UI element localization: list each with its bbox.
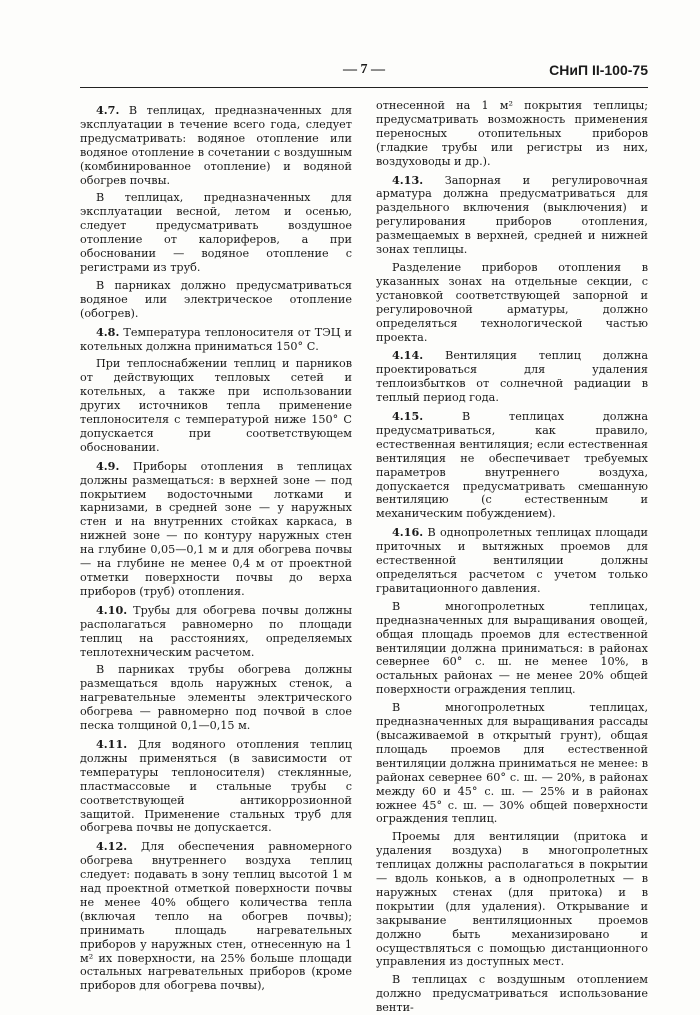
paragraph [80, 357, 352, 454]
paragraph-text: В многопролетных теплицах, предназначенных для выращивания овощей, общая площадь проемов для естественной вентиляции должна приниматься: в районах севернее 60° с. ш. не менее 10%, в остальных районах — не менее 20% общей поверхности ограждения теплиц. [376, 599, 648, 697]
paragraph [376, 174, 648, 257]
clause-number: 4.8. [96, 324, 120, 339]
paragraph [80, 104, 352, 187]
clause-number: 4.16. [392, 525, 424, 540]
paragraph-text: В теплицах, предназначенных для эксплуатации весной, летом и осенью, следует предусматривать воздушное отопление от калориферов, а при обосновании — водяное отопление с регистрами из труб. [80, 191, 352, 274]
paragraph [80, 663, 352, 733]
paragraph [80, 840, 352, 993]
paragraph [376, 349, 648, 405]
paragraph [376, 973, 648, 1015]
paragraph [80, 279, 352, 321]
paragraph-text: Температура теплоносителя от ТЭЦ и котельных должна приниматься 150° С. [80, 325, 352, 353]
clause-number: 4.9. [96, 458, 120, 473]
clause-number: 4.14. [392, 348, 424, 363]
paragraph-text: Трубы для обогрева почвы должны располагаться равномерно по площади теплиц на расстояниях, определяемых теплотехническим расчетом. [80, 603, 352, 659]
paragraph [80, 460, 352, 599]
paragraph [376, 600, 648, 697]
clause-number: 4.13. [392, 172, 424, 187]
clause-number: 4.7. [96, 103, 120, 117]
clause-number: 4.12. [96, 839, 128, 854]
paragraph-text: Приборы отопления в теплицах должны размещаться: в верхней зоне — под покрытием водосточными лотками и карнизами, в средней зоне — у наружных стен и на внутренних стойках каркаса, в нижней зоне — по контуру наружных стен на глубине 0,05—0,1 м и для обогрева почвы — на глубине не менее 0,4 м от проектной отметки поверхности почвы до верха приборов (труб) отопления. [80, 459, 352, 598]
paragraph [376, 99, 648, 169]
paragraph-text: Запорная и регулировочная арматура должна предусматриваться для раздельного включения (выключения) и регулирования приборов отопления, размещаемых в верхней, средней и нижней зонах теплицы. [376, 173, 648, 257]
header-rule [80, 87, 648, 88]
paragraph [376, 526, 648, 596]
paragraph-text: В однопролетных теплицах площади приточных и вытяжных проемов для естественной вентиляции должны определяться расчетом с учетом только гравитационного давления. [376, 526, 648, 595]
paragraph [80, 604, 352, 660]
paragraph-text: Проемы для вентиляции (притока и удаления воздуха) в многопролетных теплицах должны располагаться в покрытии — вдоль коньков, а в однопролетных — в наружных стенах (для притока) и в покрытии (для удаления). Открывание и закрывание вентиляционных проемов должно быть механизировано и осуществляться с помощью дистанционного управления из доступных мест. [376, 830, 648, 969]
document-code: СНиП II-100-75 [549, 62, 648, 78]
paragraph-text: В теплицах должна предусматриваться, как правило, естественная вентиляция; если естественная вентиляция не обеспечивает требуемых параметров внутреннего воздуха, допускается предусматривать смешанную вентиляцию (с естественным и механическим побуждением). [376, 410, 648, 521]
text-columns [80, 99, 648, 1015]
paragraph [376, 830, 648, 969]
paragraph-text: В парниках должно предусматриваться водяное или электрическое отопление (обогрев). [80, 278, 352, 320]
paragraph-text: Вентиляция теплиц должна проектироваться для удаления теплоизбытков от солнечной радиации в теплый период года. [376, 349, 648, 405]
page-header [80, 62, 648, 88]
paragraph-text: Для обеспечения равномерного обогрева внутреннего воздуха теплиц следует: подавать в зону теплиц высотой 1 м над проектной отметкой поверхности почвы не менее 40% общего количества тепла (включая тепло на обогрев почвы); принимать площадь нагревательных приборов у наружных стен, отнесенную на 1 м² их поверхности, на 25% больше площади остальных нагревательных приборов (кроме приборов для обогрева почвы), [80, 840, 352, 993]
clause-number: 4.11. [96, 736, 128, 751]
paragraph-text: При теплоснабжении теплиц и парников от действующих тепловых сетей и котельных, а также при использовании других источников тепла применение теплоносителя с температурой ниже 150° С допускается при соответствующем обосновании. [80, 357, 352, 454]
clause-number: 4.15. [392, 409, 424, 424]
paragraph-text: Разделение приборов отопления в указанных зонах на отдельные секции, с установкой соответствующей запорной и регулировочной арматуры, должно определяться технологической частью проекта. [376, 260, 648, 344]
paragraph [80, 738, 352, 835]
clause-number: 4.10. [96, 602, 128, 617]
paragraph [80, 326, 352, 354]
paragraph [376, 410, 648, 521]
paragraph-text: В теплицах, предназначенных для эксплуатации в течение всего года, следует предусматривать: водяное отопление или водяное отопление в сочетании с воздушным (комбинированное отопление) и водяной обогрев почвы. [80, 104, 352, 187]
paragraph [376, 701, 648, 826]
page-number: — 7 — [343, 62, 385, 77]
right-column [376, 99, 648, 1015]
paragraph-text: В парниках трубы обогрева должны размещаться вдоль наружных стенок, а нагревательные элементы электрического обогрева — равномерно под почвой в слое песка толщиной 0,1—0,15 м. [80, 663, 352, 733]
paragraph-text: отнесенной на 1 м² покрытия теплицы; предусматривать возможность применения переносных отопительных приборов (гладкие трубы или регистры из них, воздуховоды и др.). [376, 99, 648, 168]
left-column [80, 99, 352, 993]
paragraph [376, 261, 648, 344]
paragraph-text: Для водяного отопления теплиц должны применяться (в зависимости от температуры теплоносителя) стеклянные, пластмассовые и стальные трубы с соответствующей антикоррозионной защитой. Применение стальных труб для обогрева почвы не допускается. [80, 737, 352, 835]
paragraph-text: В многопролетных теплицах, предназначенных для выращивания рассады (высаживаемой в открытый грунт), общая площадь проемов для естественной вентиляции должна приниматься не менее: в районах севернее 60° с. ш. — 20%, в районах между 60 и 45° с. ш. — 25% и в районах южнее 45° с. ш. — 30% общей поверхности ограждения теплиц. [376, 701, 648, 826]
paragraph-text: В теплицах с воздушным отоплением должно предусматриваться использование венти- [376, 973, 648, 1015]
paragraph [80, 191, 352, 274]
